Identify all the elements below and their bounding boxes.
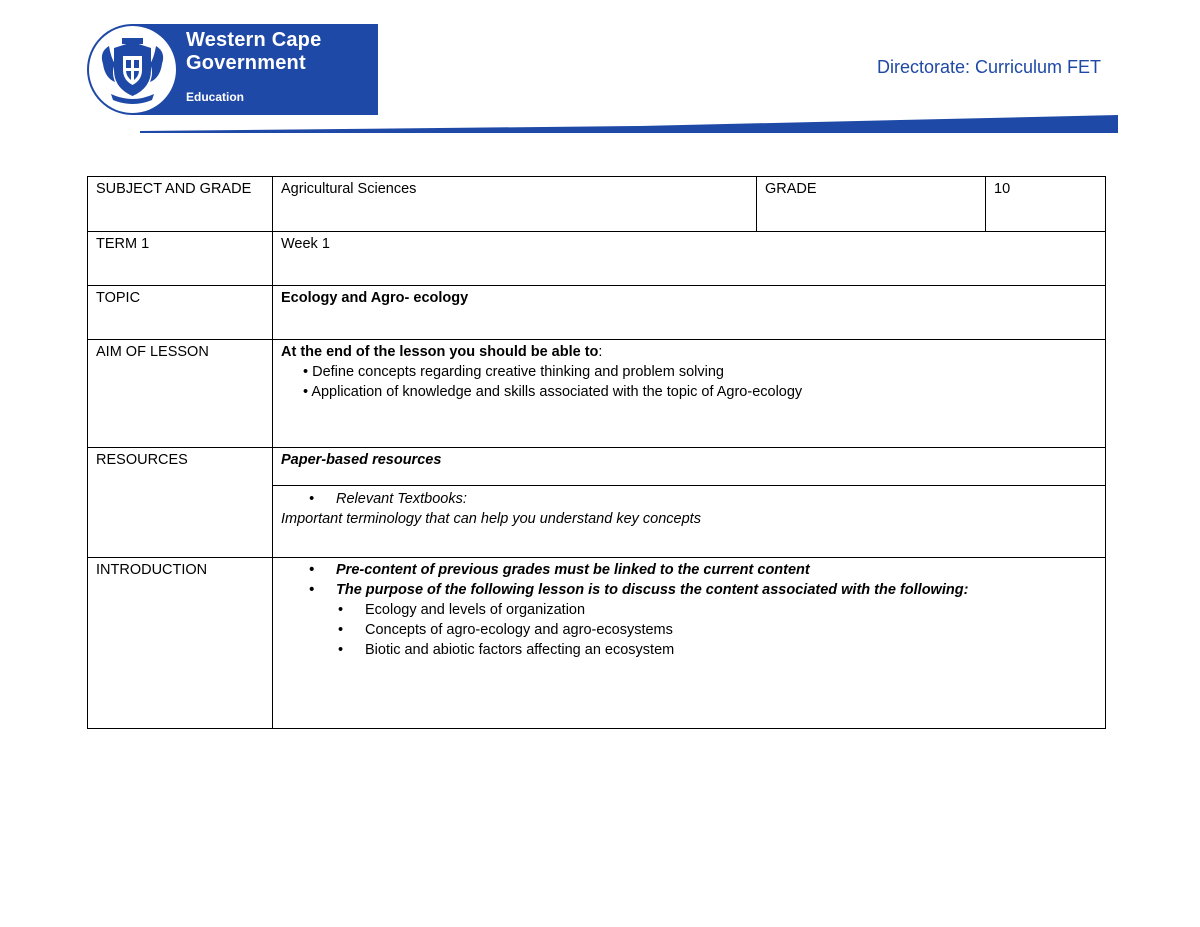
term-value: Week 1 bbox=[273, 232, 1106, 286]
topic-label: TOPIC bbox=[88, 286, 273, 340]
crest-icon bbox=[93, 30, 172, 109]
row-subject bbox=[88, 177, 1106, 232]
intro-points bbox=[281, 560, 1097, 600]
row-introduction bbox=[88, 558, 1106, 729]
row-resources-heading bbox=[88, 448, 1106, 486]
aim-label: AIM OF LESSON bbox=[88, 340, 273, 448]
subject-value: Agricultural Sciences bbox=[273, 177, 757, 232]
intro-label: INTRODUCTION bbox=[88, 558, 273, 729]
logo-line-3: Education bbox=[186, 90, 245, 104]
aim-content bbox=[273, 340, 1106, 448]
aim-intro: At the end of the lesson you should be able to bbox=[281, 344, 599, 360]
topic-value: Ecology and Agro- ecology bbox=[273, 286, 1106, 340]
directorate-label: Directorate: Curriculum FET bbox=[877, 57, 1102, 77]
intro-subpoint: • Ecology and levels of organization bbox=[281, 600, 1097, 620]
intro-point: • The purpose of the following lesson is to discuss the content associated with the following: bbox=[281, 580, 1097, 600]
resources-note: Important terminology that can help you understand key concepts bbox=[281, 511, 701, 527]
aim-colon: : bbox=[598, 344, 603, 360]
grade-value: 10 bbox=[986, 177, 1106, 232]
intro-point: • Pre-content of previous grades must be linked to the current content bbox=[281, 560, 1097, 580]
grade-label: GRADE bbox=[757, 177, 986, 232]
resources-list bbox=[281, 489, 1097, 509]
coat-of-arms-crest bbox=[89, 26, 176, 113]
aim-item: • Application of knowledge and skills associated with the topic of Agro-ecology bbox=[303, 384, 803, 400]
row-term bbox=[88, 232, 1106, 286]
subject-label: SUBJECT AND GRADE bbox=[88, 177, 273, 232]
intro-subpoint: • Concepts of agro-ecology and agro-ecosystems bbox=[281, 620, 1097, 640]
intro-subpoint: • Biotic and abiotic factors affecting an ecosystem bbox=[281, 640, 1097, 660]
header-swoosh-rule bbox=[140, 113, 1120, 133]
logo-line-2: Government bbox=[186, 52, 306, 74]
lesson-plan-table bbox=[87, 176, 1106, 729]
row-aim bbox=[88, 340, 1106, 448]
resources-content bbox=[273, 486, 1106, 558]
resources-heading: Paper-based resources bbox=[273, 448, 1106, 486]
intro-content bbox=[273, 558, 1106, 729]
resources-label: RESOURCES bbox=[88, 448, 273, 558]
row-topic bbox=[88, 286, 1106, 340]
logo-line-1: Western Cape bbox=[186, 29, 322, 51]
aim-item: • Define concepts regarding creative thinking and problem solving bbox=[303, 364, 724, 380]
term-label: TERM 1 bbox=[88, 232, 273, 286]
resources-item: • Relevant Textbooks: bbox=[281, 489, 1097, 509]
intro-subpoints bbox=[281, 600, 1097, 660]
wcg-logo bbox=[87, 24, 378, 115]
